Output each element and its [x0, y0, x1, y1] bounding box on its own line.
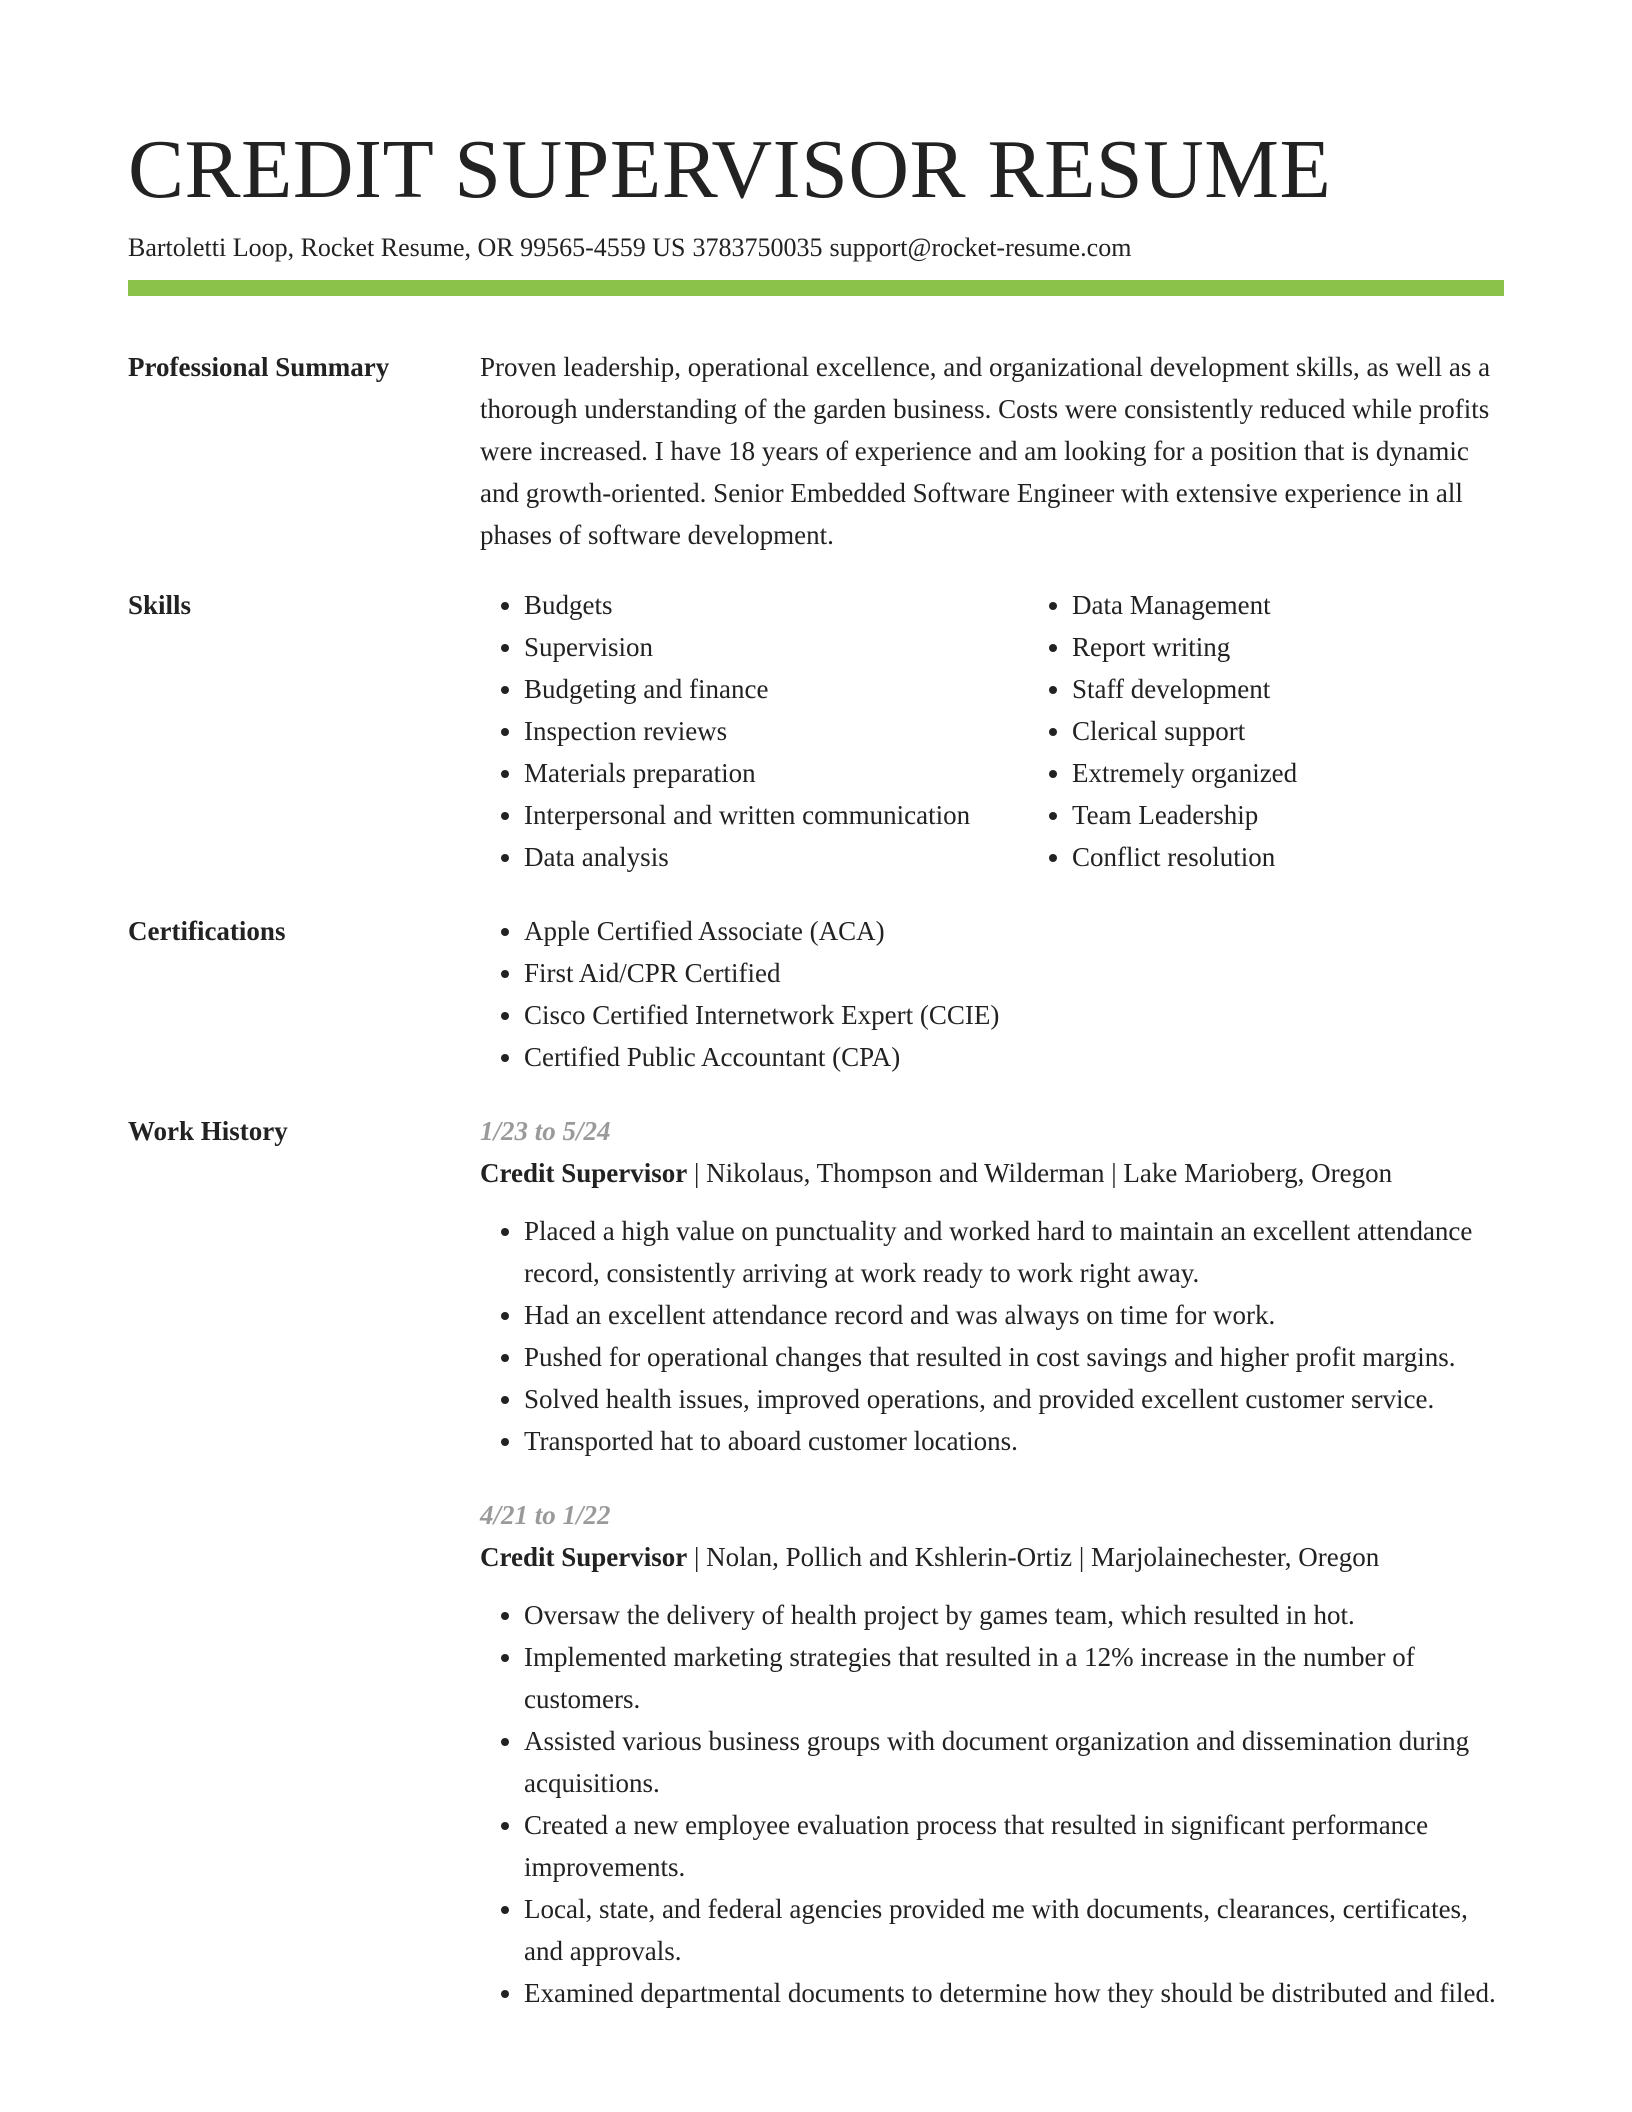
list-item: • Local, state, and federal agencies provided me with documents, clearances, certificates, and approvals.	[524, 1888, 1504, 1972]
contact-email: support@rocket-resume.com	[829, 233, 1132, 262]
job-role: Credit Supervisor	[480, 1158, 688, 1188]
list-item: • Data Management	[1072, 584, 1504, 626]
list-item: • Staff development	[1072, 668, 1504, 710]
list-item: • Solved health issues, improved operations, and provided excellent customer service.	[524, 1378, 1504, 1420]
list-item: • Created a new employee evaluation process that resulted in significant performance improvements.	[524, 1804, 1504, 1888]
list-item: • Transported hat to aboard customer locations.	[524, 1420, 1504, 1462]
list-item: • Extremely organized	[1072, 752, 1504, 794]
skills-heading: Skills	[128, 590, 192, 620]
job-employer-location: | Nikolaus, Thompson and Wilderman | Lake Marioberg, Oregon	[687, 1158, 1393, 1188]
skills-list-left	[480, 584, 1028, 878]
list-item: • First Aid/CPR Certified	[524, 952, 1504, 994]
contact-line	[128, 230, 1504, 266]
certifications-section	[128, 910, 1504, 1078]
contact-address: Bartoletti Loop, Rocket Resume, OR 99565-4559 US	[128, 233, 686, 262]
job-title-line	[480, 1536, 1504, 1578]
certifications-heading: Certifications	[128, 916, 286, 946]
list-item: • Implemented marketing strategies that resulted in a 12% increase in the number of customers.	[524, 1636, 1504, 1720]
list-item: • Certified Public Accountant (CPA)	[524, 1036, 1504, 1078]
list-item: • Supervision	[524, 626, 1028, 668]
summary-section	[128, 346, 1504, 556]
list-item: • Team Leadership	[1072, 794, 1504, 836]
page-title: CREDIT SUPERVISOR RESUME	[128, 123, 1332, 216]
list-item: • Interpersonal and written communication	[524, 794, 1028, 836]
list-item: • Budgeting and finance	[524, 668, 1028, 710]
job-role: Credit Supervisor	[480, 1542, 688, 1572]
accent-divider	[128, 280, 1504, 296]
list-item: • Data analysis	[524, 836, 1028, 878]
list-item: • Report writing	[1072, 626, 1504, 668]
list-item: • Oversaw the delivery of health project by games team, which resulted in hot.	[524, 1594, 1504, 1636]
list-item: • Conflict resolution	[1072, 836, 1504, 878]
job-bullets	[480, 1210, 1504, 1462]
resume-page	[128, 120, 1504, 2014]
work-history-heading: Work History	[128, 1116, 288, 1146]
list-item: • Budgets	[524, 584, 1028, 626]
certifications-list	[480, 910, 1504, 1078]
work-history-section	[128, 1110, 1504, 2014]
list-item: • Apple Certified Associate (ACA)	[524, 910, 1504, 952]
list-item: • Had an excellent attendance record and was always on time for work.	[524, 1294, 1504, 1336]
list-item: • Pushed for operational changes that resulted in cost savings and higher profit margins.	[524, 1336, 1504, 1378]
skills-list-right	[1028, 584, 1504, 878]
summary-text: Proven leadership, operational excellence, and organizational development skills, as well as a thorough understanding of the garden business. Costs were consistently reduced while profits were increased. I have 18 years of experience and am looking for a position that is dynamic and growth-oriented. Senior Embedded Software Engineer with extensive experience in all phases of software development.	[480, 352, 1491, 550]
job-entry	[480, 1110, 1504, 1462]
list-item: • Examined departmental documents to determine how they should be distributed and filed.	[524, 1972, 1504, 2014]
job-dates: 4/21 to 1/22	[480, 1500, 611, 1530]
list-item: • Placed a high value on punctuality and worked hard to maintain an excellent attendance record, consistently arriving at work ready to work right away.	[524, 1210, 1504, 1294]
list-item: • Materials preparation	[524, 752, 1028, 794]
job-dates: 1/23 to 5/24	[480, 1116, 611, 1146]
list-item: • Clerical support	[1072, 710, 1504, 752]
job-employer-location: | Nolan, Pollich and Kshlerin-Ortiz | Marjolainechester, Oregon	[687, 1542, 1380, 1572]
list-item: • Cisco Certified Internetwork Expert (CCIE)	[524, 994, 1504, 1036]
job-bullets	[480, 1594, 1504, 2014]
job-entry	[480, 1494, 1504, 2014]
summary-heading: Professional Summary	[128, 352, 390, 382]
contact-phone: 3783750035	[692, 233, 823, 262]
list-item: • Inspection reviews	[524, 710, 1028, 752]
list-item: • Assisted various business groups with document organization and dissemination during acquisitions.	[524, 1720, 1504, 1804]
job-title-line	[480, 1152, 1504, 1194]
skills-section	[128, 584, 1504, 878]
